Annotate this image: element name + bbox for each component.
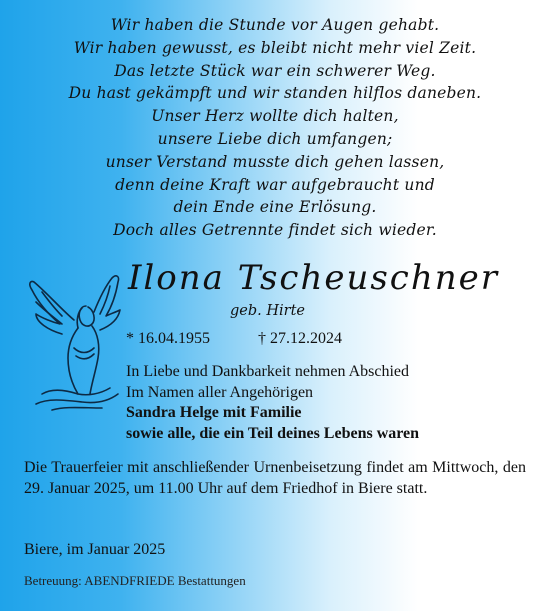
funeral-home-credit: Betreuung: ABENDFRIEDE Bestattungen (24, 573, 246, 588)
poem-line: unsere Liebe dich umfangen; (157, 129, 393, 148)
poem-line: Das letzte Stück war ein schwerer Weg. (114, 61, 436, 80)
deceased-name: Ilona Tscheuschner (128, 258, 500, 298)
poem-line: Unser Herz wollte dich halten, (151, 107, 399, 126)
poem-line: Du hast gekämpft und wir standen hilflos daneben. (68, 84, 482, 103)
place-date: Biere, im Januar 2025 (24, 541, 166, 558)
death-date: † 27.12.2024 (258, 330, 342, 347)
mourners-line: In Liebe und Dankbarkeit nehmen Abschied (126, 363, 410, 380)
poem-line: Doch alles Getrennte findet sich wieder. (113, 221, 437, 240)
poem-line: unser Verstand musste dich gehen lassen, (105, 152, 445, 171)
mourners-block (126, 362, 536, 444)
poem-line: dein Ende eine Erlösung. (173, 198, 377, 217)
mourners-line: Im Namen aller Angehörigen (126, 383, 314, 401)
poem-line: Wir haben die Stunde vor Augen gehabt. (110, 16, 440, 34)
poem-line: Wir haben gewusst, es bleibt nicht mehr viel Zeit. (73, 38, 477, 57)
poem (0, 14, 550, 242)
mourners-family: Sandra Helge mit Familie (126, 404, 302, 421)
birth-date: * 16.04.1955 (126, 330, 210, 347)
angel-icon (22, 262, 132, 422)
mourners-others: sowie alle, die ein Teil deines Lebens waren (126, 424, 420, 442)
poem-line: denn deine Kraft war aufgebraucht und (115, 175, 435, 194)
service-notice: Die Trauerfeier mit anschließender Urnenbeisetzung findet am Mittwoch, den 29. Januar 2025, um 11.00 Uhr auf dem Friedhof in Biere statt. (24, 459, 526, 497)
maiden-name: geb. Hirte (230, 303, 305, 319)
